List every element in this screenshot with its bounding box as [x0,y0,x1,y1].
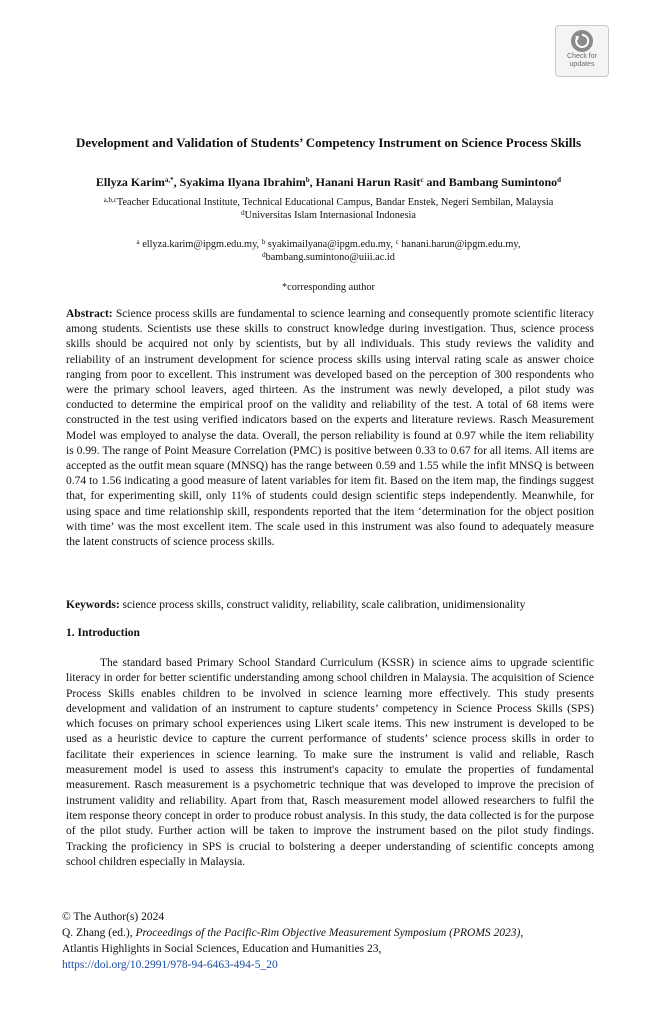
badge-line-1: Check for [567,53,597,60]
editor-text: Q. Zhang (ed.), [62,927,136,939]
author-name: Ellyza Karim [95,175,165,189]
author-sup: d [557,176,562,184]
email-link[interactable]: ellyza.karim@ipgm.edu.my, [142,239,260,250]
author-sup: b [305,176,310,184]
email-line [20,251,637,264]
author-sup: a,* [164,176,174,184]
email-link[interactable]: hanani.harun@ipgm.edu.my, [401,239,521,250]
copyright: © The Author(s) 2024 [62,911,165,923]
email-sup: a [136,238,140,246]
section-heading: 1. Introduction [66,627,140,639]
email-sup: b [261,238,266,246]
keywords [66,598,594,613]
affiliation-line [20,209,637,222]
citation-line [62,925,622,941]
author-name: Syakima Ilyana Ibrahim [179,175,306,189]
author-emails [20,238,637,264]
author-list [20,175,637,190]
email-link[interactable]: syakimailyana@ipgm.edu.my, [267,239,393,250]
proceedings-title: Proceedings of the Pacific-Rim Objective Measurement Symposium (PROMS 2023) [135,927,521,939]
email-sup: c [395,238,399,246]
affiliation-sup: a,b,c [103,196,117,204]
author-separator: , [309,175,316,189]
affiliation-sup: d [241,209,245,217]
email-link[interactable]: bambang.sumintono@uiii.ac.id [265,252,395,263]
update-icon [571,30,593,52]
affiliations [20,196,637,222]
badge-line-2: updates [569,61,595,68]
author-conjunction: and [423,175,449,189]
affiliation-line [20,196,637,209]
author-name: Hanani Harun Rasit [315,175,421,189]
email-line [20,238,637,251]
abstract [66,307,594,550]
abstract-label: Abstract: [66,308,113,320]
keywords-text: science process skills, construct validity, reliability, scale calibration, unidimensionality [122,599,526,611]
corresponding-note: *corresponding author [282,282,375,293]
affiliation-text: Universitas Islam Internasional Indonesia [244,210,416,221]
email-sup: d [262,251,266,259]
affiliation-text: Teacher Educational Institute, Technical Educational Campus, Bandar Enstek, Negeri Sembilan, Malaysia [116,197,554,208]
keywords-label: Keywords: [66,599,120,611]
paper-title: Development and Validation of Students’ Competency Instrument on Science Process Skills [75,135,582,150]
introduction-paragraph: The standard based Primary School Standard Curriculum (KSSR) in science aims to upgrade scientific literacy in order for better scientific understanding among school children in Malaysia. The acquisition of Science Process Skills enables children to be involved in science learning more effectively. This study presents development and validation of an instrument to capture students’ competency in Science Process Skills (SPS) which focuses on primary school experiences using Likert scale items. This new instrument is developed to be used as a heuristic device to capture the current performance of students’ science process skills in order to facilitate their experiences in science learning. To make sure the instrument is valid and reliable, Rasch measurement model is used to assess this instrument's capacity to emulate the properties of fundamental measurement. Rasch measurement is a psychometric technique that was developed to improve the precision of instrument validity and reliability. Apart from that, Rasch measurement model allowed researchers to fulfil the item response theory concept in order to produce robust analysis. In this study, the data collected is for the purpose of the pilot study. Further action will be taken to improve the instrument based on the pilot study findings. Tracking the proficiency in SPS is crucial to bolstering a deeper understanding of scientific concepts among school children especially in Malaysia. [66,657,594,868]
footer [62,909,622,973]
citation-comma: , [520,927,524,939]
doi-link[interactable]: https://doi.org/10.2991/978-94-6463-494-5_20 [62,959,278,971]
author-separator: , [173,175,180,189]
check-for-updates-badge[interactable] [555,25,609,77]
abstract-text: Science process skills are fundamental to science learning and consequently promote scientific literacy among students. Scientists use these skills to construct knowledge during investigation. Thus, science process skills should be acquired not only by scientists, but by all individuals. This study reviews the validity and reliability of an instrument development for science process skills using interval rating scale as answer choice ranging from poor to excellent. This instrument was developed based on the perception of 300 respondents who were the primary school leavers, aged thirteen. As the instrument was newly developed, a pilot study was conducted to determine the empirical proof on the validity and reliability of the test. A total of 68 items were constructed in the test using verified indicators based on the experts and literature reviews. Rasch Measurement Model was employed to analyse the data. Overall, the person reliability is found at 0.97 while the item reliability is 0.99. The range of Point Measure Correlation (PMC) is positive between 0.33 to 0.67 for all items. All items are accepted as the outfit mean square (MNSQ) has the range between 0.59 and 1.55 while the infit MNSQ is between 0.74 to 1.56 indicating a good measure of latent variables for item fit. Based on the item map, the findings suggest that, for experimenting skill, only 11% of students could design scientific steps independently. Meanwhile, for using space and time relationship skill, respondents reported that the item ‘determination for the object position with time’ was the most excellent item. The scale used in this instrument was also found to adequately measure the latent constructs of science process skills. [66,308,594,549]
author-sup: c [420,176,424,184]
series-line: Atlantis Highlights in Social Sciences, Education and Humanities 23, [62,943,382,955]
author-name: Bambang Sumintono [448,175,558,189]
